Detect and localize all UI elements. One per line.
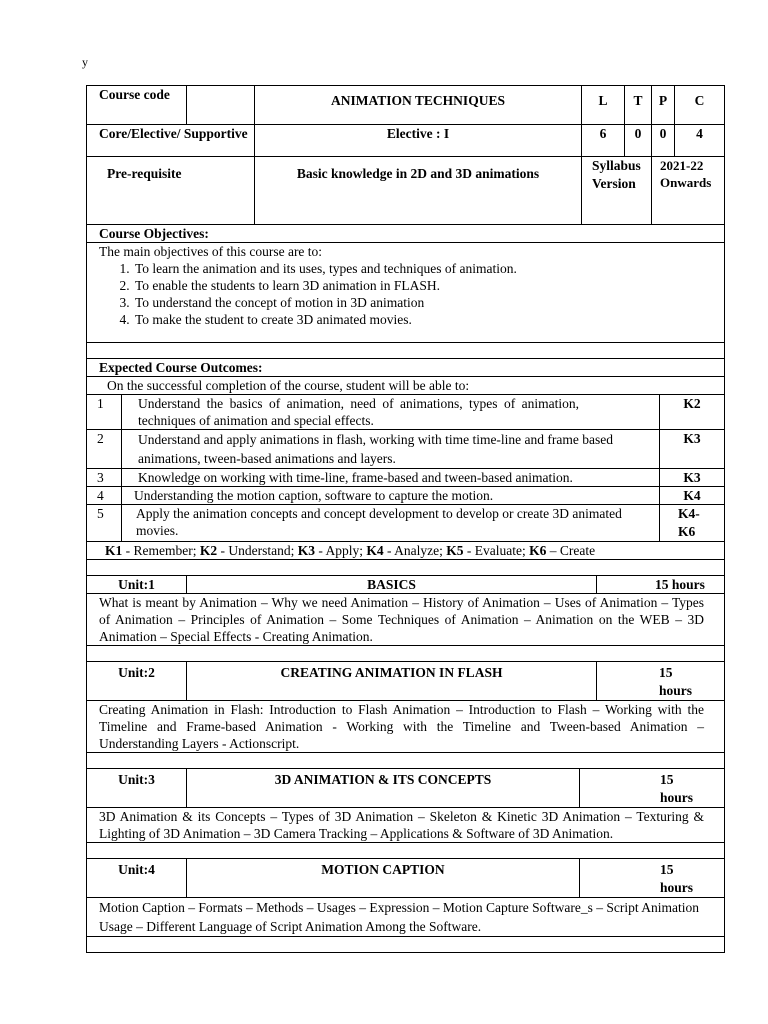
- objective-item: 4. To make the student to create 3D animated movies.: [133, 311, 722, 328]
- legend-key: K1: [105, 543, 123, 558]
- blank-row: [87, 560, 725, 576]
- unit-title: MOTION CAPTION: [187, 859, 580, 898]
- units-table: [86, 575, 725, 953]
- outcome-number: 2: [87, 430, 122, 469]
- objectives-outcomes-table: [86, 224, 725, 576]
- unit-content: 3D Animation & its Concepts – Types of 3D Animation – Skeleton & Kinetic 3D Animation – Texturing & Lighting of 3D Animation – 3D Camera Tracking – Applications & Software of 3D Animation.: [87, 808, 725, 843]
- k-level-legend: [87, 542, 725, 560]
- blank-row: [87, 343, 725, 359]
- outcome-number: 1: [87, 395, 122, 430]
- blank-row: [87, 843, 725, 859]
- course-title: ANIMATION TECHNIQUES: [255, 86, 582, 125]
- outcome-k-level: K4-K6: [660, 505, 725, 542]
- unit-content: Motion Caption – Formats – Methods – Usages – Expression – Motion Capture Software_s – Script Animation Usage – Different Language of Script Animation Among the Software.: [87, 898, 725, 937]
- outcome-number: 5: [87, 505, 122, 542]
- blank-row: [87, 753, 725, 769]
- stray-character: y: [82, 55, 88, 69]
- unit-hours: 15 hours: [580, 769, 725, 808]
- blank-row: [87, 646, 725, 662]
- objective-item: 3. To understand the concept of motion in 3D animation: [133, 294, 722, 311]
- objective-item: 1. To learn the animation and its uses, types and techniques of animation.: [133, 260, 722, 277]
- unit-label: Unit:4: [87, 859, 187, 898]
- unit-title: BASICS: [187, 576, 597, 594]
- legend-key: K5: [446, 543, 464, 558]
- outcome-k-level: K3: [660, 469, 725, 487]
- value-T: 0: [625, 125, 652, 157]
- outcomes-intro: On the successful completion of the course, student will be able to:: [87, 377, 725, 395]
- label-C: C: [675, 86, 725, 125]
- outcome-k-level: K3: [660, 430, 725, 469]
- objectives-list: [99, 260, 722, 328]
- unit-content: What is meant by Animation – Why we need Animation – History of Animation – Uses of Animation – Types of Animation – Principles of Animation – Some Techniques of Animation – Animation on the WEB – 3D Animation – Special Effects - Creating Animation.: [87, 594, 725, 646]
- outcome-k-level: K2: [660, 395, 725, 430]
- legend-key: K3: [297, 543, 316, 558]
- blank-row: [87, 937, 725, 953]
- legend-text: - Understand;: [217, 543, 298, 558]
- unit-label: Unit:3: [87, 769, 187, 808]
- legend-text: - Remember;: [122, 543, 200, 558]
- unit-hours: 15 hours: [597, 662, 725, 701]
- outcome-number: 3: [87, 469, 122, 487]
- syllabus-version-value: 2021-22 Onwards: [652, 157, 725, 225]
- unit-hours: 15 hours: [580, 859, 725, 898]
- outcome-text: Understand the basics of animation, need of animations, types of animation, techniques of animation and special effects.: [122, 395, 660, 430]
- legend-text: - Evaluate;: [463, 543, 530, 558]
- prerequisite-value: Basic knowledge in 2D and 3D animations: [255, 157, 582, 225]
- legend-text: – Create: [546, 543, 596, 558]
- outcome-text: Understanding the motion caption, software to capture the motion.: [122, 487, 660, 505]
- legend-key: K6: [529, 543, 547, 558]
- unit-hours: 15 hours: [597, 576, 725, 594]
- value-P: 0: [652, 125, 675, 157]
- unit-title: CREATING ANIMATION IN FLASH: [187, 662, 597, 701]
- outcome-number: 4: [87, 487, 122, 505]
- prerequisite-label: Pre-requisite: [87, 157, 255, 225]
- unit-content: Creating Animation in Flash: Introduction to Flash Animation – Introduction to Flash – Working with the Timeline and Frame-based Animation - Working with the Timeline and Tween-based Animation – Understanding Layers - Actionscript.: [87, 701, 725, 753]
- legend-key: K4: [366, 543, 384, 558]
- outcome-k-level: K4: [660, 487, 725, 505]
- value-C: 4: [675, 125, 725, 157]
- label-L: L: [582, 86, 625, 125]
- legend-text: - Apply;: [315, 543, 367, 558]
- outcome-text: Knowledge on working with time-line, frame-based and tween-based animation.: [122, 469, 660, 487]
- core-elective-label: Core/Elective/ Supportive: [87, 125, 255, 157]
- syllabus-version-label: Syllabus Version: [582, 157, 652, 225]
- objective-item: 2. To enable the students to learn 3D animation in FLASH.: [133, 277, 722, 294]
- course-code-label: Course code: [87, 86, 187, 125]
- unit-label: Unit:2: [87, 662, 187, 701]
- value-L: 6: [582, 125, 625, 157]
- unit-title: 3D ANIMATION & ITS CONCEPTS: [187, 769, 580, 808]
- objectives-body: [87, 243, 725, 343]
- unit-label: Unit:1: [87, 576, 187, 594]
- legend-key: K2: [199, 543, 218, 558]
- objectives-heading: Course Objectives:: [87, 225, 725, 243]
- label-P: P: [652, 86, 675, 125]
- outcome-text: Apply the animation concepts and concept development to develop or create 3D animated movies.: [122, 505, 660, 542]
- syllabus-document: [86, 85, 724, 953]
- legend-text: - Analyze;: [383, 543, 447, 558]
- course-header-table: [86, 85, 725, 225]
- outcome-text: Understand and apply animations in flash, working with time time-line and frame based animations, tween-based animations and layers.: [122, 430, 660, 469]
- elective-value: Elective : I: [255, 125, 582, 157]
- outcomes-heading: Expected Course Outcomes:: [87, 359, 725, 377]
- objectives-intro: The main objectives of this course are to:: [99, 244, 323, 259]
- course-code-value: [187, 86, 255, 125]
- label-T: T: [625, 86, 652, 125]
